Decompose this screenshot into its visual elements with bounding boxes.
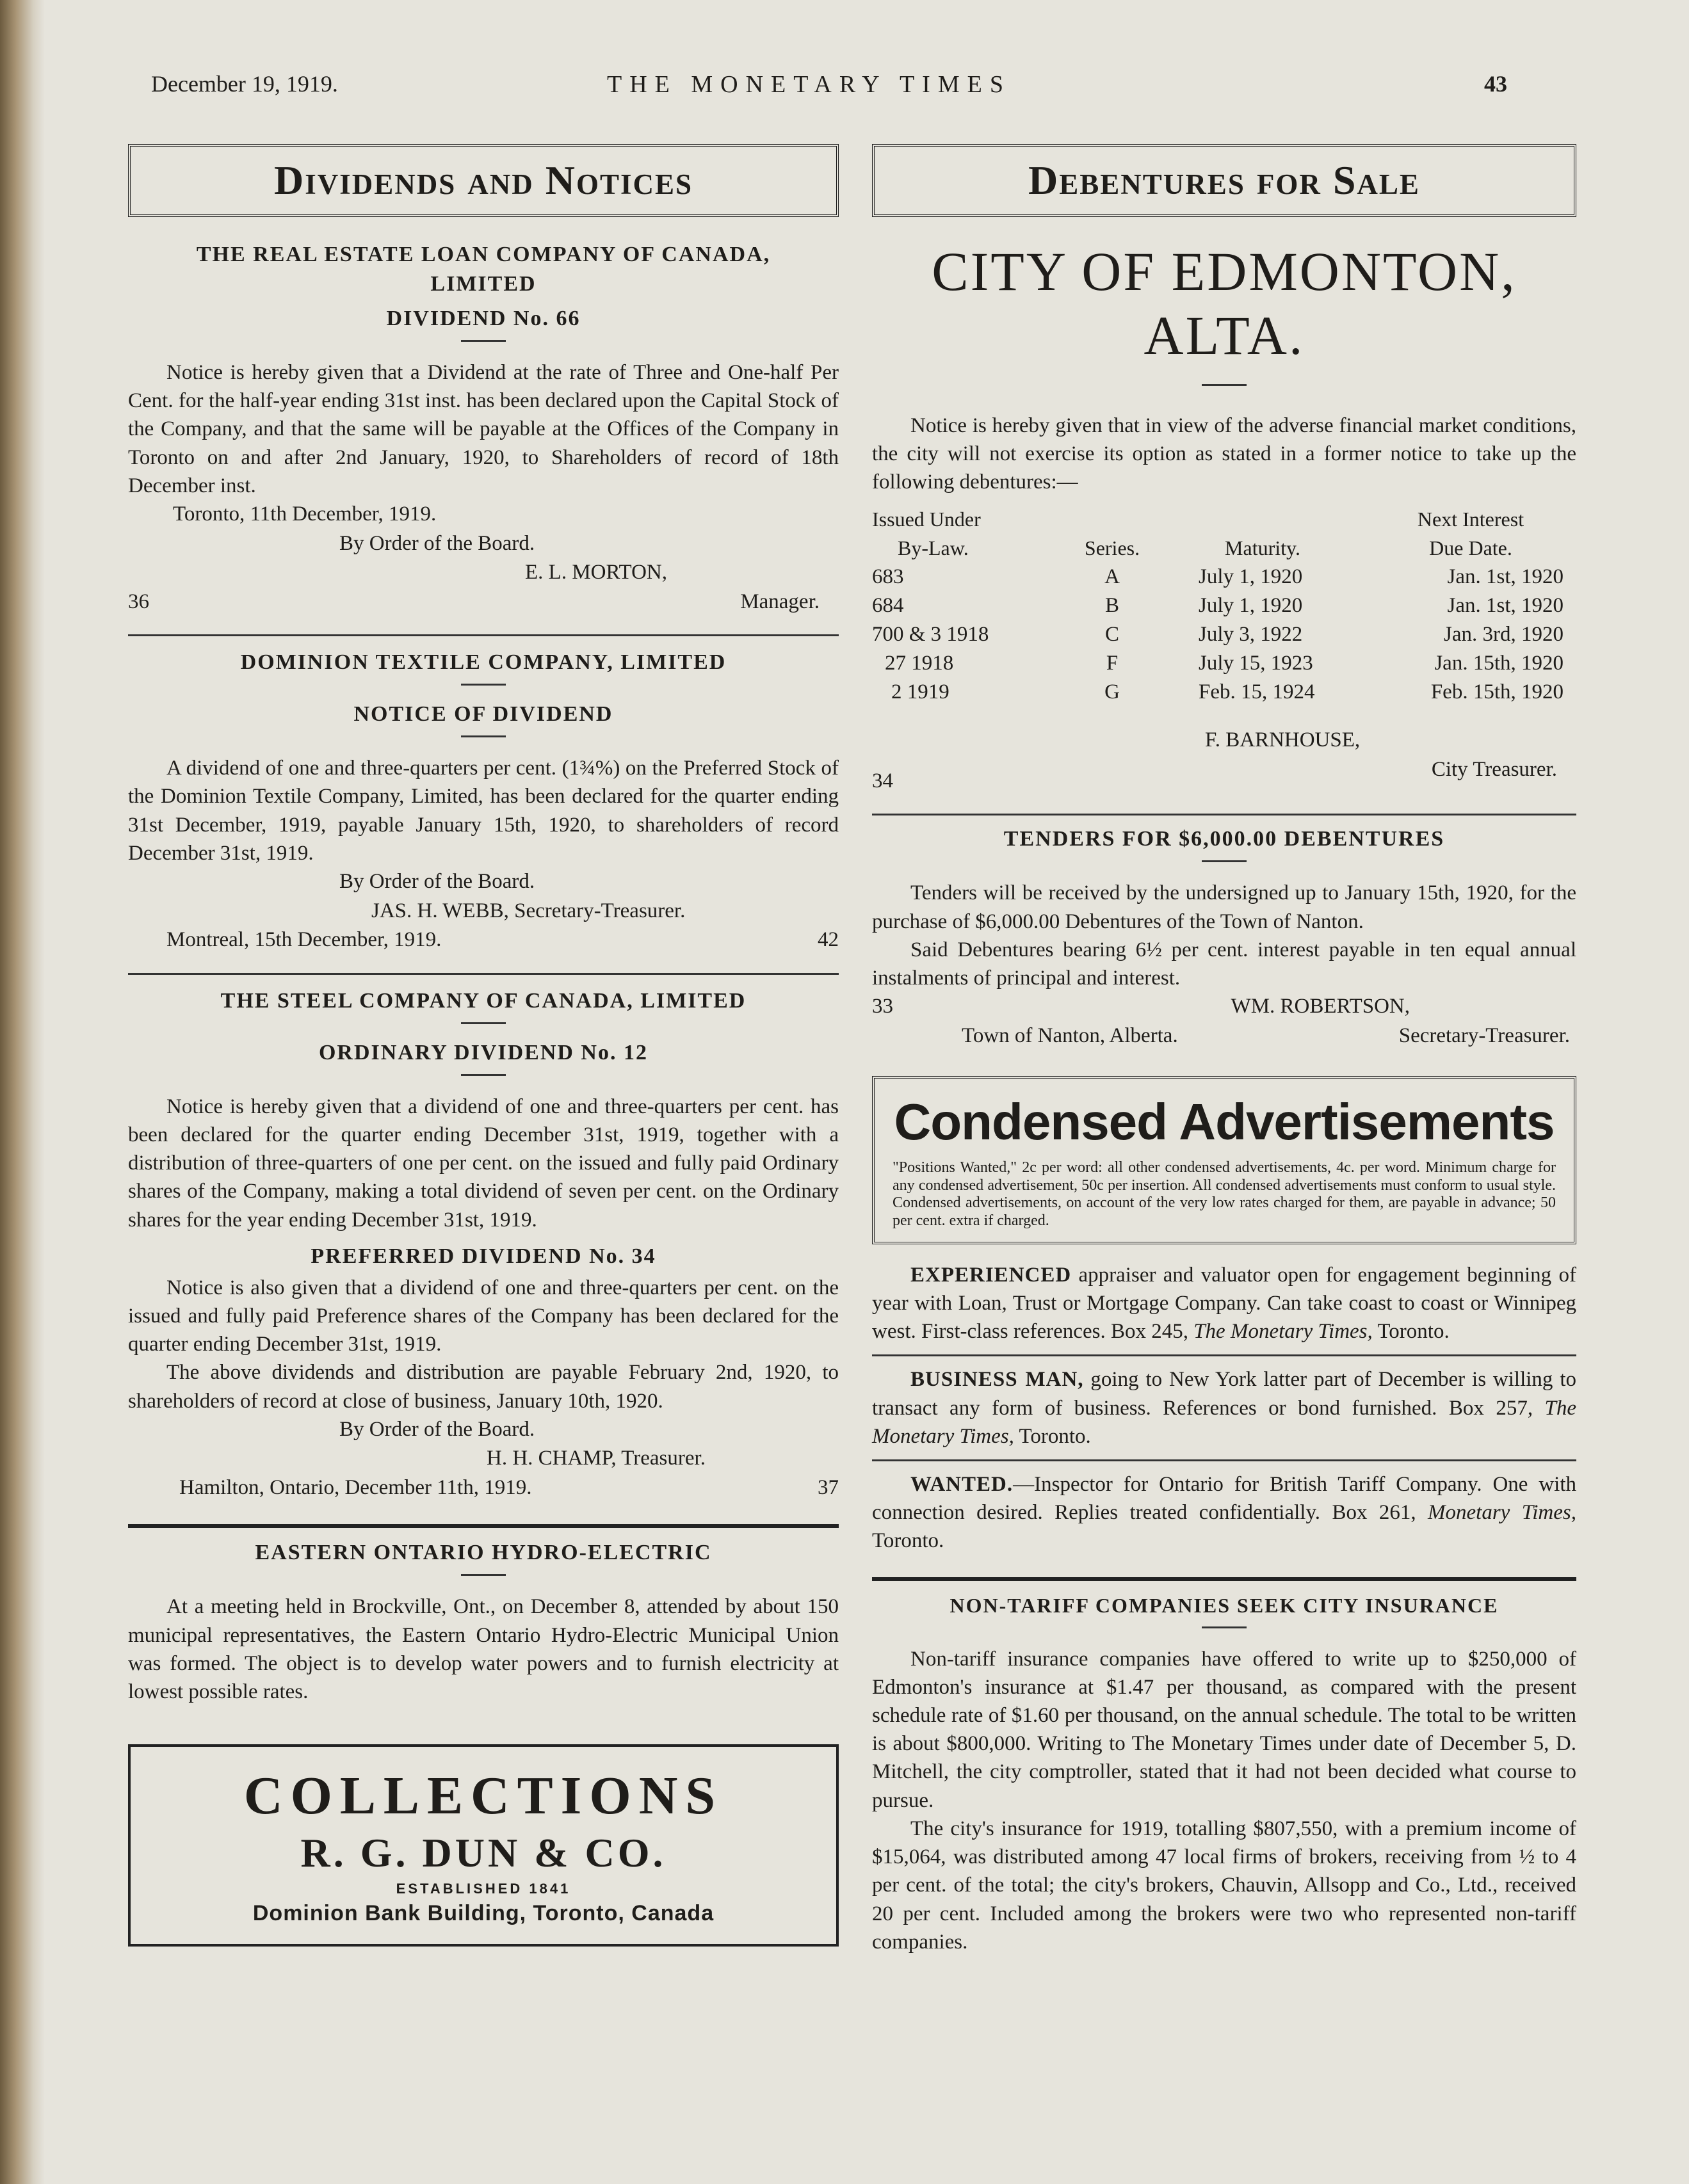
- real-estate-notice: [128, 243, 839, 616]
- ad-text: going to New York latter part of December is willing to transact any form of business. References or bond furnished. Box 257,: [872, 1368, 1576, 1420]
- collections-established: ESTABLISHED 1841: [396, 1881, 571, 1897]
- nanton-notice: [872, 827, 1576, 1050]
- real-estate-dividend-title: DIVIDEND No. 66: [386, 307, 581, 330]
- textile-body: A dividend of one and three-quarters per cent. (1¾%) on the Preferred Stock of the Dominion Textile Company, Limited, has been declared for the quarter ending 31st December, 1919, payable January 15th, 1920, to shareholders of record December 31st, 1919.: [128, 757, 839, 865]
- short-rule: [461, 684, 506, 686]
- interest-cell: Jan. 3rd, 1920: [1444, 623, 1564, 646]
- non-tariff-body1: Non-tariff insurance companies have offered to write up to $250,000 of Edmonton's insurance at $1.47 per thousand, as compared with the present schedule rate of $1.60 per thousand, on the annual schedule. The total to be written is about $800,000. Writing to The Monetary Times under date of December 5, D. Mitchell, the city comptroller, stated that it had not been decided what course to pursue.: [872, 1647, 1576, 1812]
- real-estate-ref: 36: [128, 590, 149, 613]
- divider: [128, 973, 839, 975]
- interest-cell: Jan. 1st, 1920: [1447, 565, 1564, 589]
- debentures-table-header-row1: [872, 505, 1576, 534]
- hydro-body: At a meeting held in Brockville, Ont., on December 8, attended by about 150 municipal representatives, the Eastern Ontario Hydro-Electric Municipal Union was formed. The object is to develop water powers and to furnish electricity at lowest possible rates.: [128, 1595, 839, 1704]
- ad-tail: Toronto.: [1014, 1424, 1091, 1448]
- table-row: [872, 591, 1576, 620]
- publication-title: THE MONETARY TIMES: [607, 71, 1011, 98]
- col-bylaw-header: By-Law.: [898, 536, 969, 560]
- steel-preferred-body: Notice is also given that a dividend of one and three-quarters per cent. on the issued and fully paid Preference shares of the Company has been declared for the quarter ending December 31st, 1919.: [128, 1276, 839, 1356]
- real-estate-by-order: By Order of the Board.: [339, 531, 535, 555]
- table-row: [872, 563, 1576, 591]
- debentures-heading: Debentures for Sale: [1028, 157, 1420, 203]
- nanton-signature-row1: [872, 992, 1576, 1022]
- nanton-body2: Said Debentures bearing 6½ per cent. interest payable in ten equal annual instalments of principal and interest.: [872, 938, 1576, 990]
- maturity-cell: Feb. 15, 1924: [1199, 680, 1315, 704]
- bylaw-cell: 683: [872, 565, 904, 589]
- steel-ordinary-body: Notice is hereby given that a dividend of one and three-quarters per cent. has been declared for the quarter ending December 31st, 1919, together with a distribution of three-quarters of one per cent. on the issued and fully paid Ordinary shares of the Company, making a total dividend of seven per cent. on the Ordinary shares for the year ending December 31st, 1919.: [128, 1095, 839, 1232]
- table-row: [872, 620, 1576, 649]
- col-issued-header: Issued Under: [872, 508, 981, 531]
- short-rule: [461, 1022, 506, 1024]
- bylaw-cell: 684: [872, 594, 904, 618]
- maturity-cell: July 15, 1923: [1199, 652, 1313, 675]
- real-estate-signer: E. L. MORTON,: [525, 561, 667, 584]
- ad-paper: Monetary Times,: [1428, 1501, 1576, 1525]
- condensed-ads-rates: "Positions Wanted," 2c per word: all other condensed advertisements, 4c. per word. Minimum charge for any condensed advertisement, 50c per insertion. All condensed advertisements must conform to usual style. Condensed advertisements, on account of the very low rates charged for them, are payable in advance; 50 per cent. extra if charged.: [893, 1159, 1556, 1230]
- real-estate-signature-row: [128, 588, 839, 617]
- nanton-signer: WM. ROBERTSON,: [1231, 995, 1410, 1018]
- short-rule: [461, 340, 506, 342]
- right-column: [872, 144, 1576, 1956]
- nanton-signer-title: Secretary-Treasurer.: [1398, 1024, 1570, 1047]
- short-rule: [461, 1074, 506, 1076]
- ad-lead: EXPERIENCED: [910, 1263, 1072, 1287]
- steel-by-order: By Order of the Board.: [339, 1417, 535, 1441]
- textile-place-date: Montreal, 15th December, 1919.: [166, 928, 442, 952]
- debentures-heading-box: [872, 144, 1576, 217]
- bylaw-cell: 700 & 3 1918: [872, 623, 989, 646]
- page-binding-shadow: [0, 0, 45, 2184]
- condensed-ads-box: [872, 1076, 1576, 1244]
- series-cell: A: [1104, 565, 1120, 589]
- ad-tail: Toronto.: [1372, 1320, 1450, 1344]
- interest-cell: Jan. 15th, 1920: [1434, 652, 1564, 675]
- steel-payable-body: The above dividends and distribution are payable February 2nd, 1920, to shareholders of record at close of business, January 10th, 1920.: [128, 1361, 839, 1413]
- collections-firm: R. G. DUN & CO.: [300, 1830, 667, 1876]
- collections-address: Dominion Bank Building, Toronto, Canada: [252, 1901, 715, 1926]
- col-interest-header: Next Interest: [1417, 508, 1524, 531]
- condensed-ad: [872, 1261, 1576, 1346]
- nanton-ref: 33: [872, 995, 893, 1018]
- ad-lead: BUSINESS MAN,: [910, 1368, 1084, 1392]
- steel-place-date: Hamilton, Ontario, December 11th, 1919.: [179, 1475, 532, 1499]
- collections-advertisement: [128, 1744, 839, 1947]
- real-estate-place-date: Toronto, 11th December, 1919.: [173, 502, 437, 526]
- debentures-table: [872, 505, 1576, 707]
- real-estate-signer-title: Manager.: [740, 590, 820, 613]
- steel-preferred-title: PREFERRED DIVIDEND No. 34: [311, 1244, 656, 1268]
- collections-heading: COLLECTIONS: [243, 1766, 723, 1826]
- steel-signer: H. H. CHAMP, Treasurer.: [487, 1447, 706, 1470]
- dividends-notices-heading-box: [128, 144, 839, 217]
- condensed-ads-heading: Condensed Advertisements: [894, 1093, 1555, 1151]
- textile-notice-title: NOTICE OF DIVIDEND: [353, 702, 613, 727]
- bylaw-cell: 27 1918: [885, 652, 954, 675]
- steel-company: THE STEEL COMPANY OF CANADA, LIMITED: [220, 988, 747, 1013]
- col-maturity-header: Maturity.: [1225, 536, 1300, 560]
- series-cell: B: [1104, 594, 1119, 618]
- series-cell: F: [1106, 652, 1119, 675]
- steel-signature-row: [128, 1473, 839, 1503]
- short-rule: [461, 1574, 506, 1576]
- edmonton-city-line1: CITY OF EDMONTON,: [932, 241, 1517, 302]
- col-due-date-header: Due Date.: [1429, 536, 1512, 560]
- edmonton-signature-row: [872, 755, 1576, 796]
- left-column: [128, 144, 839, 1947]
- maturity-cell: July 3, 1922: [1199, 623, 1303, 646]
- real-estate-company-line1: THE REAL ESTATE LOAN COMPANY OF CANADA,: [196, 243, 771, 266]
- condensed-ad: [872, 1365, 1576, 1450]
- edmonton-notice: [872, 243, 1576, 796]
- divider: [872, 814, 1576, 815]
- steel-ref: 37: [818, 1475, 839, 1499]
- non-tariff-article: [872, 1594, 1576, 1956]
- textile-notice: [128, 650, 839, 954]
- divider: [128, 634, 839, 636]
- short-rule: [1202, 384, 1247, 386]
- textile-company: DOMINION TEXTILE COMPANY, LIMITED: [240, 650, 727, 675]
- hydro-article: [128, 1541, 839, 1706]
- real-estate-body: Notice is hereby given that a Dividend at the rate of Three and One-half Per Cent. for the half-year ending 31st inst. has been declared upon the Capital Stock of the Company, and that the same will be payable at the Offices of the Company in Toronto on and after 2nd January, 1920, to Shareholders of record of 18th December inst.: [128, 361, 839, 497]
- real-estate-company-line2: LIMITED: [430, 272, 537, 296]
- table-row: [872, 678, 1576, 707]
- textile-signature-row: [128, 926, 839, 955]
- bylaw-cell: 2 1919: [891, 680, 950, 704]
- edmonton-body: Notice is hereby given that in view of the adverse financial market conditions, the city will not exercise its option as stated in a former notice to take up the following debentures:—: [872, 414, 1576, 494]
- short-rule: [1202, 860, 1247, 862]
- textile-by-order: By Order of the Board.: [339, 870, 535, 894]
- ad-paper: The Monetary Times,: [1193, 1320, 1373, 1344]
- edmonton-ref: 34: [872, 769, 893, 792]
- steel-notice: [128, 989, 839, 1503]
- textile-ref: 42: [818, 928, 839, 952]
- dividends-notices-heading: Dividends and Notices: [273, 157, 693, 203]
- col-series-header: Series.: [1084, 536, 1140, 560]
- nanton-signature-row2: [872, 1022, 1576, 1051]
- series-cell: G: [1104, 680, 1120, 704]
- ad-tail: Toronto.: [872, 1529, 944, 1553]
- table-row: [872, 649, 1576, 678]
- condensed-ad: [872, 1470, 1576, 1555]
- divider: [872, 1354, 1576, 1356]
- maturity-cell: July 1, 1920: [1199, 565, 1303, 589]
- nanton-place: Town of Nanton, Alberta.: [962, 1024, 1178, 1047]
- ad-text: —Inspector for Ontario for British Tariff Company. One with connection desired. Replies treated confidentially. Box 261,: [872, 1472, 1576, 1525]
- short-rule: [461, 735, 506, 737]
- thick-divider: [128, 1524, 839, 1528]
- issue-date: December 19, 1919.: [151, 71, 338, 97]
- maturity-cell: July 1, 1920: [1199, 594, 1303, 618]
- non-tariff-title: NON-TARIFF COMPANIES SEEK CITY INSURANCE: [950, 1593, 1499, 1617]
- divider: [872, 1459, 1576, 1461]
- interest-cell: Feb. 15th, 1920: [1430, 680, 1564, 704]
- interest-cell: Jan. 1st, 1920: [1447, 594, 1564, 618]
- nanton-body1: Tenders will be received by the undersigned up to January 15th, 1920, for the purchase of $6,000.00 Debentures of the Town of Nanton.: [872, 881, 1576, 933]
- ad-paper: The Monetary Times,: [872, 1396, 1576, 1448]
- textile-signer: JAS. H. WEBB, Secretary-Treasurer.: [371, 899, 686, 922]
- edmonton-city-line2: ALTA.: [1144, 305, 1305, 367]
- edmonton-signer: F. BARNHOUSE,: [1205, 728, 1361, 752]
- edmonton-signer-title: City Treasurer.: [1431, 757, 1557, 781]
- debentures-table-header-row2: [872, 534, 1576, 563]
- thick-divider: [872, 1577, 1576, 1581]
- non-tariff-body2: The city's insurance for 1919, totalling $807,550, with a premium income of $15,064, was distributed among 47 local firms of brokers, receiving from ½ to 4 per cent. of the total; the city's brokers, Chauvin, Allsopp and Co., Ltd., received 20 per cent. Included among the brokers were two who represented non-tariff companies.: [872, 1817, 1576, 1954]
- series-cell: C: [1104, 623, 1119, 646]
- nanton-title: TENDERS FOR $6,000.00 DEBENTURES: [1003, 827, 1445, 851]
- ad-text: appraiser and valuator open for engagement beginning of year with Loan, Trust or Mortgage Company. Can take coast to coast or Winnipeg west. First-class references. Box 245,: [872, 1263, 1576, 1344]
- page-number: 43: [1484, 71, 1507, 97]
- steel-ordinary-title: ORDINARY DIVIDEND No. 12: [318, 1040, 648, 1064]
- hydro-title: EASTERN ONTARIO HYDRO-ELECTRIC: [255, 1541, 712, 1565]
- ad-lead: WANTED.: [910, 1472, 1014, 1496]
- short-rule: [1202, 1626, 1247, 1628]
